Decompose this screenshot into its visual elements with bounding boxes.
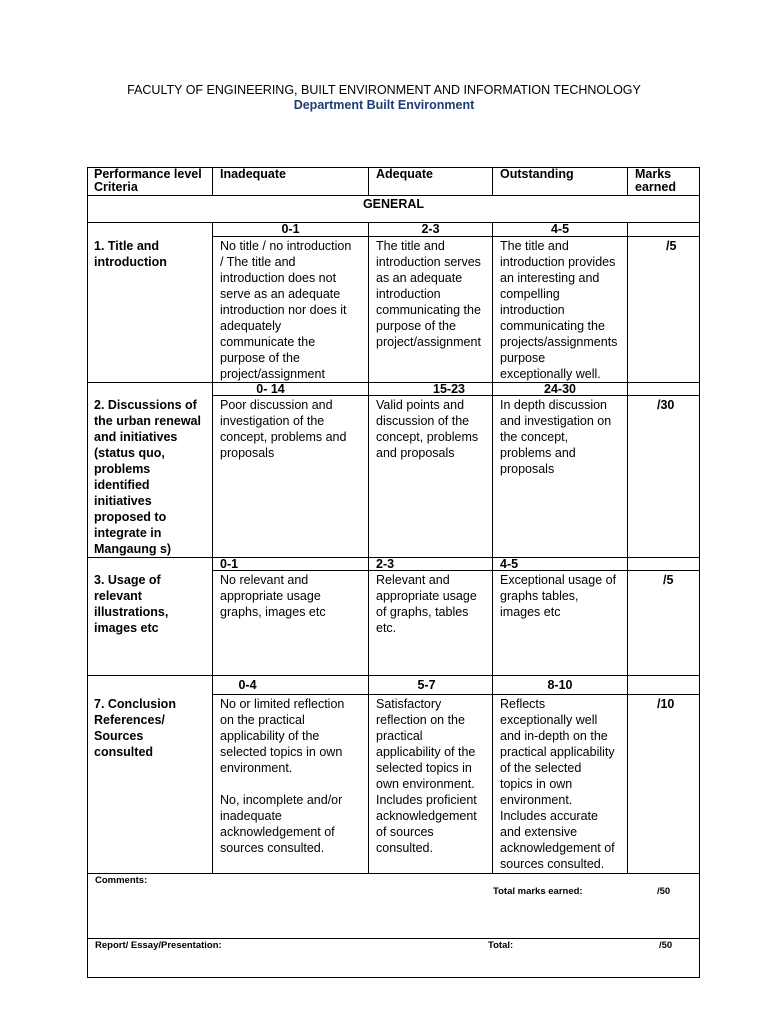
section-title: GENERAL (362, 197, 425, 211)
row-divider (87, 675, 700, 676)
inadequate-cell: No or limited reflection on the practical applicability of the selected topics in own environment. No, incomplete and/or inadequate acknowledgement of sources consulted. (220, 697, 345, 855)
comments-label: Comments: (95, 875, 148, 886)
inadequate-cell: Poor discussion and investigation of the concept, problems and proposals (220, 398, 347, 460)
col-divider (368, 222, 369, 873)
total-marks-value: /50 (657, 886, 671, 897)
total-marks-label: Total marks earned: (493, 886, 583, 897)
col-divider (492, 167, 493, 195)
adequate-cell: The title and introduction serves as an adequate introduction communicating the purpose of the project/assignment (376, 239, 481, 349)
faculty-title: FACULTY OF ENGINEERING, BUILT ENVIRONMENT AND INFORMATION TECHNOLOGY (127, 83, 641, 97)
range-outstanding: 4-5 (500, 557, 519, 571)
inadequate-header: Inadequate (220, 167, 286, 181)
criteria-cell: 3. Usage of relevant illustrations, images etc (94, 573, 169, 635)
adequate-header: Adequate (376, 167, 433, 181)
row-divider (87, 873, 700, 874)
inadequate-cell: No relevant and appropriate usage graphs, images etc (220, 573, 326, 619)
outstanding-header: Outstanding (500, 167, 574, 181)
range-inadequate: 0- 14 (256, 382, 285, 396)
adequate-cell: Satisfactory reflection on the practical applicability of the selected topics in own environment. Includes proficient acknowledgement of sources consulted. (376, 697, 477, 855)
criteria-cell: 7. Conclusion References/ Sources consulted (94, 697, 176, 759)
department-title: Department Built Environment (293, 98, 475, 112)
range-adequate: 2-3 (376, 557, 395, 571)
outstanding-cell: The title and introduction provides an interesting and compelling introduction communicating the projects/assignments purpose exceptionally well. (500, 239, 618, 381)
col-divider (368, 167, 369, 195)
inadequate-cell: No title / no introduction / The title and introduction does not serve as an adequate introduction nor does it adequately communicate the purpose of the project/assignment (220, 239, 352, 381)
col-divider (627, 222, 628, 873)
criteria-cell: 2. Discussions of the urban renewal and initiatives (status quo, problems identified initiatives proposed to integrate in Mangaung s) (94, 398, 201, 556)
adequate-cell: Relevant and appropriate usage of graphs, tables etc. (376, 573, 477, 635)
range-inadequate: 0-1 (281, 222, 300, 236)
outstanding-cell: Exceptional usage of graphs tables, images etc (500, 573, 617, 619)
marks-cell: /5 (666, 239, 677, 253)
adequate-cell: Valid points and discussion of the concept, problems and proposals (376, 398, 479, 460)
col-divider (212, 167, 213, 195)
range-outstanding: 4-5 (550, 222, 570, 236)
range-adequate: 5-7 (417, 678, 436, 692)
range-inadequate: 0-1 (220, 557, 239, 571)
col-divider (212, 222, 213, 873)
marks-cell: /5 (663, 573, 674, 587)
criteria-header: Performance level Criteria (94, 167, 202, 194)
total-label: Total: (488, 940, 514, 951)
range-inadequate: 0-4 (238, 678, 257, 692)
outstanding-cell: Reflects exceptionally well and in-depth on the practical applicability of the selected topics in own environment. Includes accurate and extensive acknowledgement of sources consulted. (500, 697, 615, 871)
row-divider (87, 938, 700, 939)
range-adequate: 15-23 (433, 382, 465, 396)
range-outstanding: 24-30 (544, 382, 576, 396)
marks-cell: /10 (657, 697, 675, 711)
col-divider (492, 222, 493, 873)
marks-cell: /30 (657, 398, 675, 412)
total-value: /50 (659, 940, 673, 951)
range-outstanding: 8-10 (547, 678, 573, 692)
report-label: Report/ Essay/Presentation: (95, 940, 222, 951)
criteria-cell: 1. Title and introduction (94, 239, 167, 269)
outstanding-cell: In depth discussion and investigation on the concept, problems and proposals (500, 398, 612, 476)
col-divider (627, 167, 628, 195)
marks-header: Marks earned (635, 167, 676, 194)
range-adequate: 2-3 (421, 222, 440, 236)
